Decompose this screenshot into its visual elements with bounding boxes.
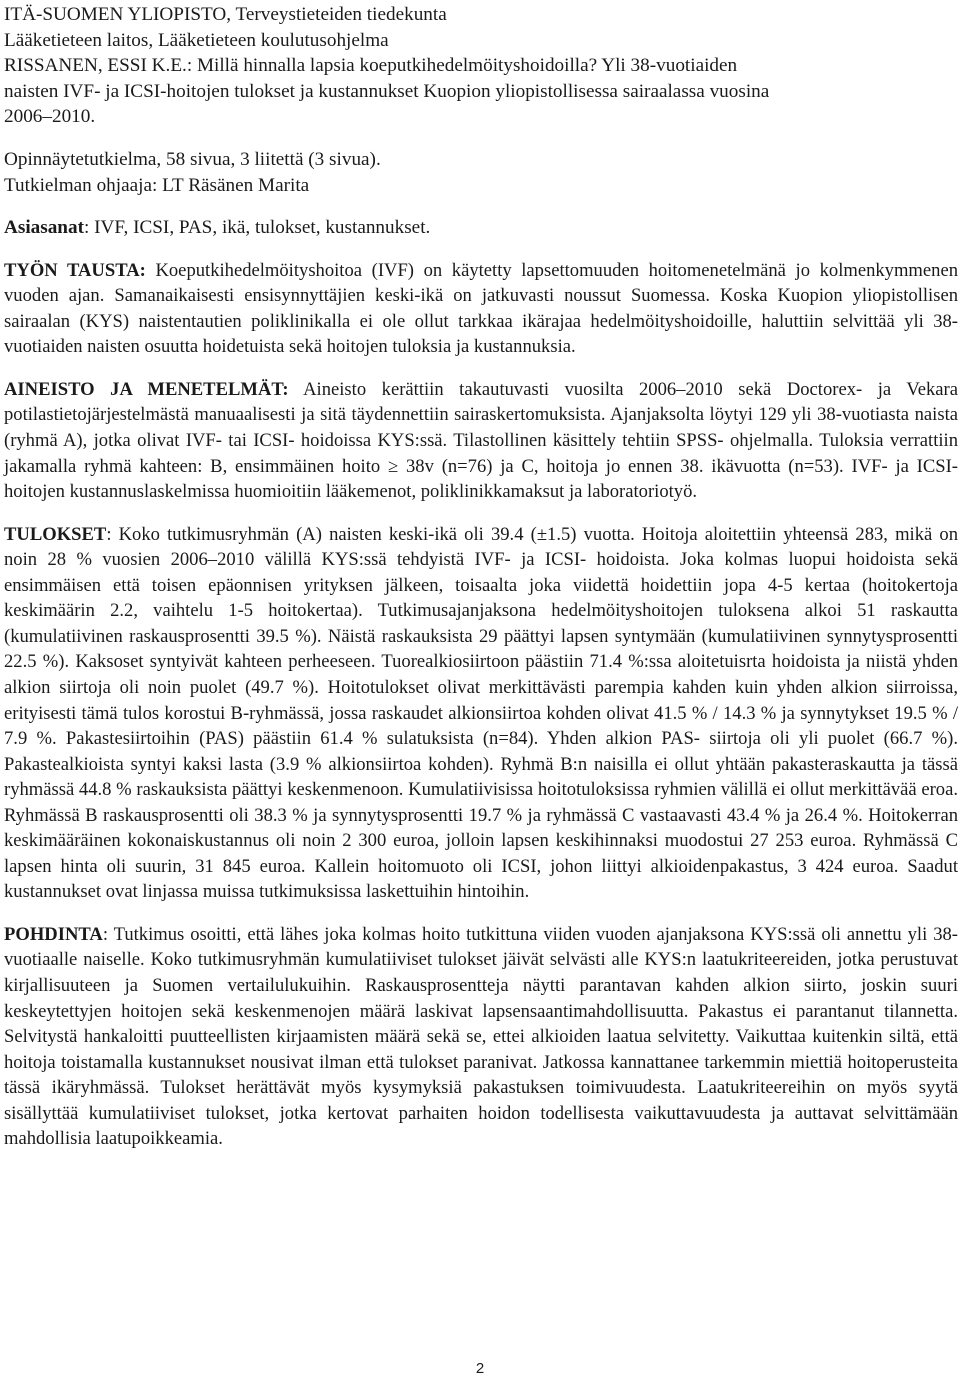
section-aineisto-text: Aineisto kerättiin takautuvasti vuosilta 2006–2010 sekä Doctorex- ja Vekara potilastietojärjestelmästä manuaalisesti ja sitä täydennettiin sairaskertomuksista. Ajanjaksolta löytyi 129 yli 38-vuotiasta naista (ryhmä A), jotka olivat IVF- tai ICSI- hoidoissa KYS:ssä. Tilastollinen käsittely tehtiin SPSS- ohjelmalla. Tuloksia verrattiin jakamalla ryhmä kahteen: B, ensimmäinen hoito ≥ 38v (n=76) ja C, hoitoja jo ennen 38. ikävuotta (n=53). IVF- ja ICSI-hoitojen kustannuslaskelmissa huomioitiin lääkemenot, poliklinikkamaksut ja laboratoriotyö.: [4, 378, 958, 503]
section-pohdinta-label: POHDINTA: [4, 923, 103, 945]
section-tulokset: [4, 522, 958, 905]
section-tausta: [4, 258, 958, 360]
section-aineisto: [4, 377, 958, 505]
page-number: 2: [475, 1360, 485, 1377]
department-line: Lääketieteen laitos, Lääketieteen koulutusohjelma: [4, 29, 389, 51]
section-tausta-label: TYÖN TAUSTA:: [4, 259, 146, 281]
title-line-2: naisten IVF- ja ICSI-hoitojen tulokset ja kustannukset Kuopion yliopistollisessa sairaalassa vuosina: [4, 80, 770, 102]
page-content: [4, 2, 958, 1169]
section-pohdinta: [4, 922, 958, 1152]
document-header: [4, 2, 958, 130]
title-line-1: RISSANEN, ESSI K.E.: Millä hinnalla lapsia koeputkihedelmöityshoidoilla? Yli 38-vuotiaiden: [4, 55, 738, 77]
section-tausta-text: Koeputkihedelmöityshoitoa (IVF) on käytetty lapsettomuuden hoitomenetelmänä jo kolmenkymmenen vuoden ajan. Samanaikaisesti ensisynnyttäjien keski-ikä on jatkuvasti noussut Suomessa. Koska Kuopion yliopistollisen sairaalan (KYS) naistentautien poliklinikalla ei ole ollut tarkkaa ikärajaa hedelmöityshoidoille, haluttiin selvittää yli 38-vuotiaiden naisten osuutta hoidetuista sekä hoitojen tuloksia ja kustannuksia.: [4, 259, 958, 358]
supervisor-info: Tutkielman ohjaaja: LT Räsänen Marita: [4, 174, 310, 196]
section-tulokset-label: TULOKSET: [4, 523, 107, 545]
keywords: [4, 215, 958, 241]
section-tulokset-text: : Koko tutkimusryhmän (A) naisten keski-ikä oli 39.4 (±1.5) vuotta. Hoitoja aloitettiin yhteensä 283, mikä on noin 28 % vuosien 2006–2010 välillä KYS:ssä tehdyistä IVF- ja ICSI- hoidoista. Joka kolmas luopui hoidoista sekä ensimmäisen että toisen epäonnisen yrityksen jälkeen, toisaalta joka viidettä hoidettiin jopa 4-5 kertaa (hoitokertoja keskimäärin 2.2, vaihtelu 1-5 hoitokertaa). Tutkimusajanjaksona hedelmöityshoitojen tuloksena alkoi 51 raskautta (kumulatiivinen raskausprosentti 39.5 %). Näistä raskauksista 29 päättyi lapsen syntymään (kumulatiivinen synnytysprosentti 22.5 %). Kaksoset syntyivät kahteen perheeseen. Tuorealkiosiirtoon päästiin 71.4 %:ssa aloitetuisrta hoidoista ja niistä yhden alkion siirtoja oli noin puolet (49.7 %). Hoitotulokset olivat merkittävästi parempia kahden kuin yhden alkion siirroissa, erityisesti tämä tulos korostui B-ryhmässä, jossa raskaudet alkionsiirtoa kohden olivat 41.5 % / 14.3 % ja synnytykset 19.5 % / 7.9 %. Pakastesiirtoihin (PAS) päästiin 61.4 % sulatuksista (n=84). Yhden alkion PAS- siirtoja oli yli puolet (66.7 %). Pakastealkioista syntyi kaksi lasta (3.9 % alkionsiirtoa kohden). Ryhmä B:n naisilla ei ollut yhtään pakasteraskautta ja tässä ryhmässä 44.8 % raskauksista päättyi keskenmenoon. Kumulatiivisissa hoitotuloksissa ryhmien välillä ei ollut merkittävää eroa. Ryhmässä B raskausprosentti oli 38.3 % ja synnytysprosentti 19.7 % ja ryhmässä C vastaavasti 43.4 % ja 26.4 %. Hoitokerran keskimääräinen kokonaiskustannus oli noin 2 300 euroa, jolloin lapsen keskihinnaksi muodostui 27 253 euroa. Ryhmässä C lapsen hinta oli suurin, 31 845 euroa. Kallein hoitomuoto oli ICSI, johon liittyi alkioidenpakastus, 3 424 euroa. Saadut kustannukset ovat linjassa muissa tutkimuksissa laskettuihin hintoihin.: [4, 523, 958, 903]
thesis-info: Opinnäytetutkielma, 58 sivua, 3 liitettä (3 sivua).: [4, 148, 381, 170]
faculty-line: ITÄ-SUOMEN YLIOPISTO, Terveystieteiden tiedekunta: [4, 4, 447, 25]
section-pohdinta-text: : Tutkimus osoitti, että lähes joka kolmas hoito tutkittuna viiden vuoden ajanjaksona KYS:ssä oli annettu yli 38-vuotiaalle naiselle. Koko tutkimusryhmän kumulatiiviset tulokset jäivät selvästi alle KYS:n laatukriteereiden, jotka perustuvat kirjallisuuteen ja Suomen vertailulukuihin. Raskausprosentteja näytti parantavan kahden alkion siirto, joskin suuri keskeytettyjen hoitojen sekä keskenmenojen määrä laskivat lapsensaantimahdollisuutta. Pakastus ei parantanut tilannetta. Selvitystä hankaloitti puutteellisten kirjaamisten määrä sekä se, ettei alkioiden laatua selvitetty. Vaikuttaa kuitenkin siltä, että hoitoja toistamalla kustannukset nousivat ilman että tulokset paranivat. Jatkossa kannattanee tarkemmin miettiä hoitoperusteita tässä ikäryhmässä. Tulokset herättävät myös kysymyksiä pakastuksen toimivuudesta. Laatukriteereihin on myös syytä sisällyttää kumulatiiviset tulokset, jotka kertovat parhaiten hoidon todellisesta vaikuttavuudesta ja auttavat selvittämään mahdollisia laatupoikkeamia.: [4, 923, 958, 1150]
thesis-meta: [4, 147, 958, 198]
keywords-text: : IVF, ICSI, PAS, ikä, tulokset, kustannukset.: [83, 217, 431, 239]
keywords-label: Asiasanat: [4, 217, 84, 239]
title-line-3: 2006–2010.: [4, 106, 96, 128]
section-aineisto-label: AINEISTO JA MENETELMÄT:: [4, 378, 289, 400]
